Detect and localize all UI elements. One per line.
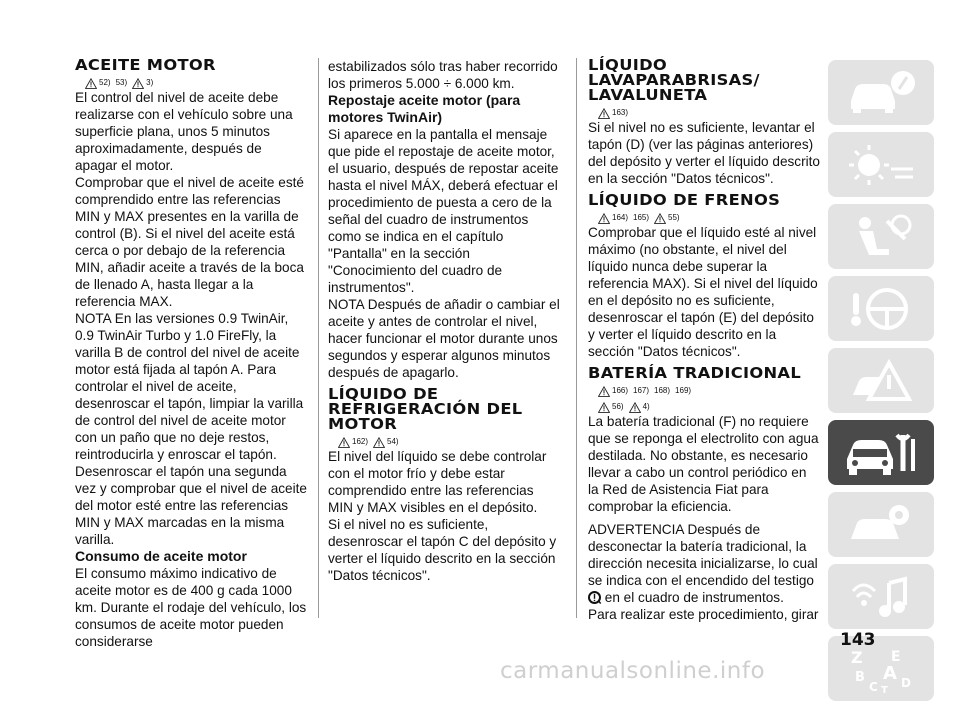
index-letter: C	[869, 679, 878, 694]
ref-label: 166)	[612, 386, 629, 395]
warning-triangle-icon	[85, 78, 97, 89]
warning-refs	[75, 73, 307, 89]
tab-multimedia[interactable]	[828, 564, 934, 629]
warning-triangle-icon	[373, 437, 385, 448]
paragraph: Si aparece en la pantalla el mensaje que pide el repostaje de aceite motor, el usuario, después de repostar aceite hasta el nivel MÁX, deberá efectuar el procedimiento de puesta a cero de la señal del cuadro de instrumentos como se indica en el capítulo "Pantalla" en la sección "Conocimiento del cuadro de instrumentos".	[328, 127, 559, 295]
steering-wheel-icon	[841, 283, 921, 335]
ref-label: 168)	[654, 386, 671, 395]
ref-label: 164)	[612, 213, 629, 222]
column-divider	[318, 58, 319, 618]
warning-triangle-icon	[598, 108, 610, 119]
airbag-seat-icon	[841, 211, 921, 263]
tab-driving[interactable]	[828, 276, 934, 341]
car-maintenance-icon	[841, 427, 921, 479]
ref-label: 163)	[612, 108, 629, 117]
warning-triangle-icon	[598, 213, 610, 224]
warning-triangle-icon	[654, 213, 666, 224]
ref-label: 53)	[115, 78, 128, 87]
ref-label: 54)	[387, 437, 399, 446]
tab-lights[interactable]	[828, 132, 934, 197]
warning-refs	[588, 397, 820, 413]
section-title-frenos: LÍQUIDO DE FRENOS	[588, 191, 781, 209]
column-divider	[576, 58, 577, 618]
warning-triangle-icon	[132, 78, 144, 89]
paragraph: estabilizados sólo tras haber recorrido los primeros 5.000 ÷ 6.000 km.	[328, 59, 558, 91]
paragraph: Si el nivel no es suficiente, levantar el tapón (D) (ver las páginas anteriores) del depósito y verter el líquido descrito en la sección "Datos técnicos".	[588, 120, 820, 186]
paragraph: Si el nivel no es suficiente, desenroscar el tapón C del depósito y verter el líquido descrito en la sección "Datos técnicos".	[328, 517, 557, 583]
paragraph: Comprobar que el nivel de aceite esté comprendido entre las referencias MIN y MAX presentes en la varilla de control (B). Si el nivel del aceite está cerca o por debajo de la referencia MIN, añadir aceite a través de la boca de llenado A, hasta llegar a la referencia MAX.	[75, 175, 304, 309]
paragraph: Para realizar este procedimiento, girar	[588, 607, 819, 622]
column-1	[75, 58, 307, 650]
lights-icon	[841, 139, 921, 191]
paragraph: NOTA En las versiones 0.9 TwinAir, 0.9 TwinAir Turbo y 1.0 FireFly, la varilla B de control del nivel de aceite motor está fijada al tapón A. Para controlar el nivel de aceite, desenroscar el tapón, limpiar la varilla de control del nivel de aceite motor con un paño que no deje restos, reintroducirla y enroscar el tapón. Desenroscar el tapón una segunda vez y comprobar que el nivel de aceite del motor esté entre las referencias MIN y MAX marcadas en la misma varilla.	[75, 311, 307, 547]
warning-refs	[588, 103, 820, 119]
warning-triangle-icon	[598, 402, 610, 413]
index-letter: E	[891, 648, 901, 665]
ref-label: 55)	[668, 213, 680, 222]
ref-label: 169)	[675, 386, 692, 395]
ref-label: 162)	[352, 437, 369, 446]
paragraph: El control del nivel de aceite debe realizarse con el vehículo sobre una superficie plana, unos 5 minutos aproximadamente, después de apagar el motor.	[75, 90, 293, 173]
index-letters-icon	[841, 643, 921, 695]
subsection-title: Repostaje aceite motor (para motores TwinAir)	[328, 92, 521, 125]
ref-label: 52)	[99, 78, 111, 87]
paragraph-text: ADVERTENCIA Después de desconectar la batería tradicional, la dirección necesita inicializarse, lo cual se indica con el encendido del testigo	[588, 522, 818, 588]
tab-car-info[interactable]	[828, 60, 934, 125]
section-title-aceite-motor: ACEITE MOTOR	[75, 56, 216, 74]
tab-safety[interactable]	[828, 204, 934, 269]
paragraph: La batería tradicional (F) no requiere que se reponga el electrolito con agua destilada. No obstante, es necesario llevar a cabo un control periódico en la Red de Asistencia Fiat para comprobar la eficiencia.	[588, 414, 819, 514]
paragraph: El consumo máximo indicativo de aceite motor es de 400 g cada 1000 km. Durante el rodaje del vehículo, los consumos de aceite motor pueden considerarse	[75, 566, 307, 649]
section-title-refrigeracion: LÍQUIDO DE REFRIGERACIÓN DEL MOTOR	[328, 385, 523, 433]
tab-emergency[interactable]	[828, 348, 934, 413]
tab-technical-data[interactable]	[828, 492, 934, 557]
index-letter: Z	[851, 647, 863, 667]
warning-refs	[328, 432, 560, 448]
warning-refs	[588, 208, 820, 224]
page-number: 143	[840, 630, 876, 650]
paragraph: NOTA Después de añadir o cambiar el aceite y antes de controlar el nivel, hacer funcionar el motor durante unos segundos y esperar algunos minutos después de apagarlo.	[328, 297, 560, 380]
tab-maintenance[interactable]	[828, 420, 934, 485]
warning-refs	[588, 381, 820, 397]
multimedia-icon	[841, 571, 921, 623]
warning-triangle-icon	[338, 437, 350, 448]
index-letter: B	[855, 669, 865, 685]
subsection-title: Consumo de aceite motor	[75, 548, 247, 564]
technical-data-icon	[841, 499, 921, 551]
section-title-bateria: BATERÍA TRADICIONAL	[588, 364, 802, 382]
car-info-icon	[841, 67, 921, 119]
warning-triangle-icon	[598, 386, 610, 397]
ref-label: 56)	[612, 402, 624, 411]
chapter-tabs	[828, 60, 934, 708]
column-2	[328, 58, 560, 584]
ref-label: 167)	[633, 386, 650, 395]
steering-warning-icon	[588, 591, 601, 604]
section-title-lavaparabrisas: LÍQUIDO LAVAPARABRISAS/ LAVALUNETA	[588, 56, 760, 104]
index-letter: D	[901, 675, 911, 690]
paragraph: Comprobar que el líquido esté al nivel máximo (no obstante, el nivel del líquido nunca debe superar la referencia MAX). Si el nivel del líquido en el depósito no es suficiente, desenroscar el tapón (E) del depósito y verter el líquido descrito en la sección "Datos técnicos".	[588, 225, 818, 359]
index-letter: T	[881, 684, 888, 696]
index-letter: A	[883, 662, 897, 684]
paragraph	[588, 521, 820, 606]
ref-label: 165)	[633, 213, 650, 222]
ref-label: 3)	[146, 78, 154, 87]
paragraph-text: en el cuadro de instrumentos.	[601, 590, 784, 605]
watermark: carmanualsonline.info	[500, 658, 766, 684]
column-3	[588, 58, 820, 623]
ref-label: 4)	[642, 402, 650, 411]
warning-breakdown-icon	[841, 355, 921, 407]
paragraph: El nivel del líquido se debe controlar con el motor frío y debe estar comprendido entre las referencias MIN y MAX visibles en el depósito.	[328, 449, 547, 515]
warning-triangle-icon	[629, 402, 641, 413]
